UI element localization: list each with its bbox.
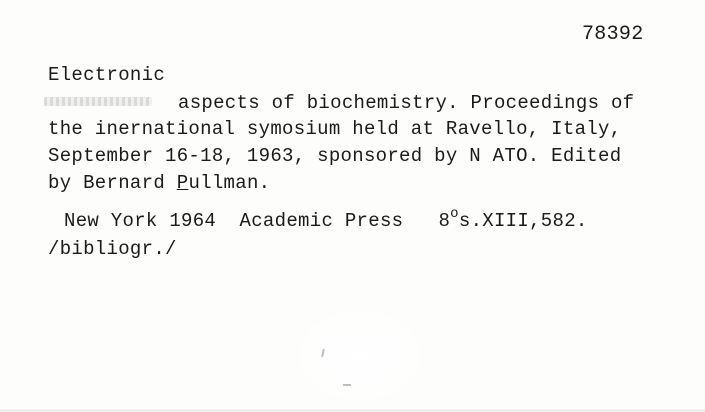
heading-word: Electronic: [48, 64, 166, 86]
title-line-2: the inernational symosium held at Ravello, Italy,: [48, 118, 622, 140]
editor-surname-rest: ullman.: [188, 172, 271, 194]
format-superscript: o: [450, 206, 459, 222]
catalog-number: 78392: [582, 23, 644, 46]
bibliography-note: /bibliogr./: [48, 238, 177, 260]
title-line-3: September 16-18, 1963, sponsored by N ATO. Edited: [48, 145, 622, 167]
paper-glare: [300, 310, 420, 400]
editor-initial-underlined: P: [176, 172, 189, 194]
dust-speck: [343, 384, 351, 386]
format-number: 8: [438, 210, 451, 232]
imprint-line: [64, 206, 588, 234]
title-line-4: [48, 172, 270, 194]
title-line-1: aspects of biochemistry. Proceedings of: [178, 92, 635, 114]
format-pagination: s.XIII,582.: [458, 210, 588, 232]
erased-text-smudge: [44, 97, 152, 106]
imprint-place-publisher: New York 1964 Academic Press: [64, 210, 439, 232]
editor-prefix: by Bernard: [48, 172, 177, 194]
